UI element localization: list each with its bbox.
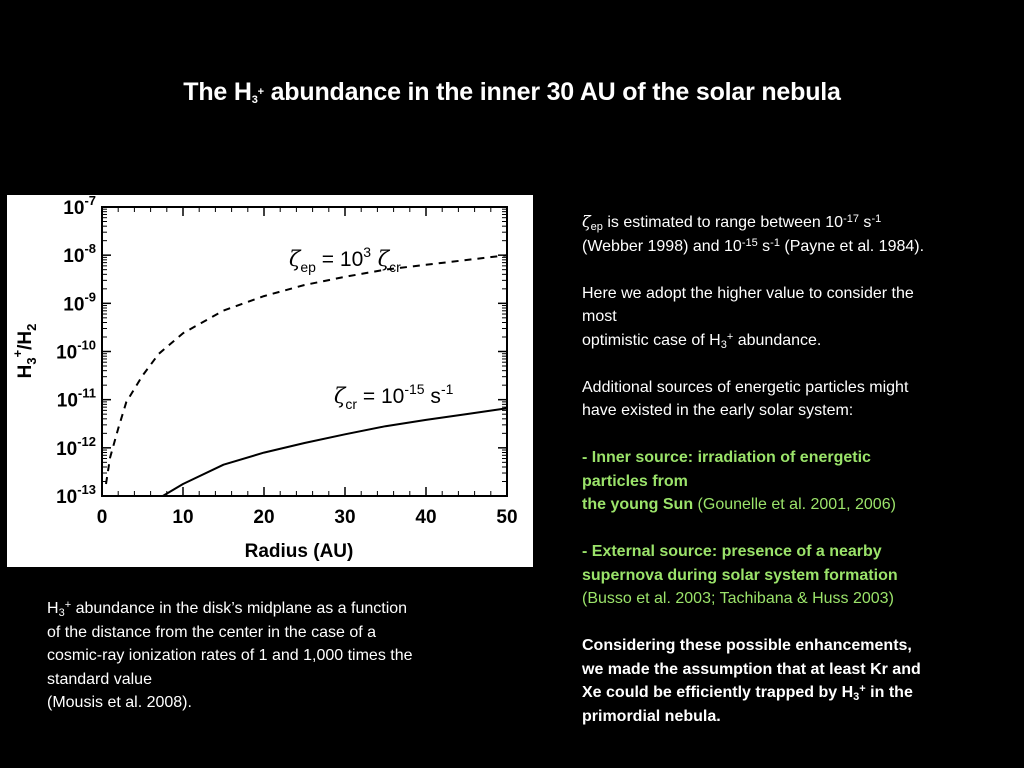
x-tick-label: 20 bbox=[253, 507, 275, 528]
series-label-cr: $\zeta_{cr} = 10^{-15}$ $s^{-1}$ bbox=[334, 381, 454, 412]
y-axis-label: $H_3^+/H_2$ bbox=[10, 323, 39, 379]
note-adopt-higher: Here we adopt the higher value to consider the most optimistic case of $H_3^+$ abundance. bbox=[582, 284, 914, 351]
slide-title bbox=[0, 78, 1024, 107]
y-tick-label: $10^{-10}$ bbox=[56, 337, 96, 364]
notes-panel bbox=[582, 210, 1012, 728]
caption-line-5: (Mousis et al. 2008). bbox=[47, 694, 192, 711]
x-tick-label: 40 bbox=[415, 507, 437, 528]
x-tick-label: 30 bbox=[334, 507, 356, 528]
title-superscript: + bbox=[257, 86, 264, 98]
x-tick-label: 0 bbox=[96, 507, 108, 528]
y-tick-label: $10^{-8}$ bbox=[63, 241, 96, 268]
caption-line-4: standard value bbox=[47, 670, 152, 688]
x-tick-label: 10 bbox=[172, 507, 194, 528]
title-text: The H bbox=[183, 78, 252, 106]
note-additional-sources: Additional sources of energetic particles might have existed in the early solar system: bbox=[582, 378, 909, 419]
chart-panel bbox=[7, 195, 533, 567]
note-external-source: - External source: presence of a nearby supernova during solar system formation (Busso et al. 2003; Tachibana & Huss 2003) bbox=[582, 543, 898, 607]
figure-caption bbox=[47, 597, 517, 715]
note-zeta-range: $\zeta_{ep}$ is estimated to range between $10^{-17}$ $s^{-1}$ (Webber 1998) and $10^{-15}$ $s^{-1}$ (Payne et al. 1984). bbox=[582, 212, 925, 255]
y-tick-label: $10^{-13}$ bbox=[56, 482, 96, 508]
caption-line-2: of the distance from the center in the case of a bbox=[47, 623, 377, 641]
x-axis-label: Radius (AU) bbox=[244, 541, 354, 562]
note-conclusion: Considering these possible enhancements, we made the assumption that at least Kr and Xe could be efficiently trapped by $H_3^+$ in the primordial nebula. bbox=[582, 637, 921, 725]
abundance-chart bbox=[7, 195, 533, 567]
y-tick-label: $10^{-12}$ bbox=[56, 433, 96, 460]
y-tick-label: $10^{-9}$ bbox=[63, 289, 96, 316]
title-text-rest: abundance in the inner 30 AU of the solar nebula bbox=[263, 78, 841, 106]
caption-line-3: cosmic-ray ionization rates of 1 and 1,000 times the bbox=[47, 647, 413, 664]
note-inner-source: - Inner source: irradiation of energetic particles from the young Sun (Gounelle et al. 2001, 2006) bbox=[582, 449, 896, 513]
caption-line-1: $H_3^+$ abundance in the disk’s midplane as a function bbox=[47, 599, 408, 619]
series-label-ep: $\zeta_{ep} = 10^3$ $\zeta_{cr}$ bbox=[289, 244, 401, 275]
y-tick-label: $10^{-7}$ bbox=[63, 195, 96, 219]
y-tick-label: $10^{-11}$ bbox=[56, 385, 96, 412]
title-subscript: 3 bbox=[251, 94, 258, 106]
x-tick-label: 50 bbox=[496, 507, 518, 528]
